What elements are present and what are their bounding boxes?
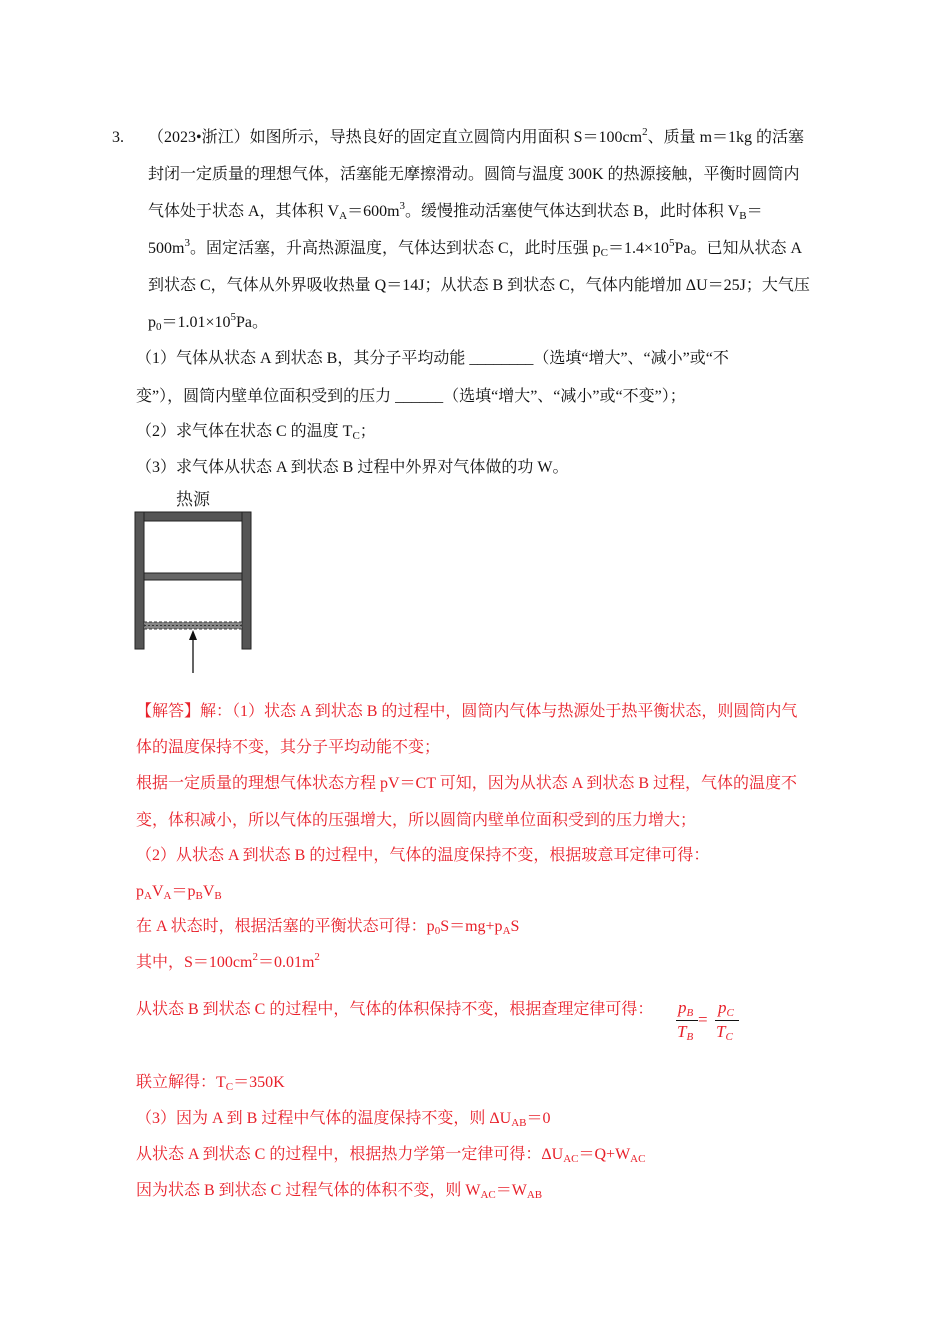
answer-line-7: 在 A 状态时，根据活塞的平衡状态可得：$p_0S=mg+p_AS$ <box>136 918 520 937</box>
answer-line-5: （2）从状态 A 到状态 B 的过程中，气体的温度保持不变，根据玻意耳定律可得： <box>136 847 710 864</box>
answer-line-1: 【解答】解：（1）状态 A 到状态 B 的过程中，圆筒内气体与热源处于热平衡状态，则圆筒内气 <box>136 703 798 720</box>
sub-question-1b: 变”），圆筒内壁单位面积受到的压力 ______（选填“增大”、“减小”或“不变”）； <box>136 388 686 405</box>
answer-line-4: 变，体积减小，所以气体的压强增大，所以圆筒内壁单位面积受到的压力增大； <box>136 812 697 829</box>
fraction-denominator-right: $T_C$ <box>716 1022 733 1043</box>
heat-source-plate <box>135 512 251 521</box>
cylinder-right-wall <box>242 512 251 649</box>
question-line-2: 封闭一定质量的理想气体，活塞能无摩擦滑动。圆筒与温度 300K 的热源接触，平衡时圆筒内 <box>148 166 800 183</box>
cylinder-figure <box>132 508 262 678</box>
sub-question-3: （3）求气体从状态 A 到状态 B 过程中外界对气体做的功 W。 <box>136 459 569 476</box>
question-line-3: 气体处于状态 A，其体积 $V_A=600m^3$。缓慢推动活塞使气体达到状态 B，此时体积 $V_B=$ <box>148 200 763 222</box>
question-number: 3. <box>112 129 124 146</box>
answer-boyle-equation: $p_AV_A=p_BV_B$ <box>136 883 222 902</box>
question-line-5: 到状态 C，气体从外界吸收热量 Q＝14J；从状态 B 到状态 C，气体内能增加 ΔU＝25J；大气压 <box>148 277 810 294</box>
arrow-head-icon <box>189 630 197 640</box>
sub-question-1a: （1）气体从状态 A 到状态 B，其分子平均动能 ________（选填“增大”、“减小”或“不 <box>136 350 729 367</box>
fraction-equals: = <box>698 1010 708 1029</box>
answer-line-13: 因为状态 B 到状态 C 过程气体的体积不变，则 $W_{AC}=W_{AB}$ <box>136 1182 543 1201</box>
fraction-bar-left <box>676 1020 698 1021</box>
fraction-numerator-right: $p_C$ <box>718 998 734 1019</box>
fraction-denominator-left: $T_B$ <box>677 1022 694 1043</box>
sub-question-2: （2）求气体在状态 C 的温度 $T_C$； <box>136 423 376 442</box>
charles-law-fraction <box>676 996 746 1050</box>
cylinder-left-wall <box>135 512 144 649</box>
fraction-numerator-left: $p_B$ <box>678 998 694 1019</box>
figure-label-heat-source: 热源 <box>176 490 210 509</box>
question-line-6: $p_0=1.01\times 10^5Pa$。 <box>148 311 269 333</box>
answer-line-11: （3）因为 A 到 B 过程中气体的温度保持不变，则 $\Delta U_{AB}=0$ <box>136 1110 551 1129</box>
answer-line-3: 根据一定质量的理想气体状态方程 pV＝CT 可知，因为从状态 A 到状态 B 过程，气体的温度不 <box>136 775 798 792</box>
question-line-1: （2023•浙江）如图所示，导热良好的固定直立圆筒内用面积 $S=100cm^2$、质量 m＝1kg 的活塞 <box>148 126 805 146</box>
answer-line-8: 其中，$S=100cm^2=0.01m^2$ <box>136 951 320 971</box>
question-line-4: $500m^3$。固定活塞，升高热源温度，气体达到状态 C，此时压强 $p_C=1.4\times 10^5Pa$。已知从状态 A <box>148 237 803 259</box>
answer-line-12: 从状态 A 到状态 C 的过程中，根据热力学第一定律可得：$\Delta U_{AC}=Q+W_{AC}$ <box>136 1146 646 1165</box>
answer-line-9: 从状态 B 到状态 C 的过程中，气体的体积保持不变，根据查理定律可得： <box>136 1001 654 1018</box>
fraction-bar-right <box>715 1020 739 1021</box>
fixed-divider <box>144 573 242 580</box>
answer-line-2: 体的温度保持不变，其分子平均动能不变； <box>136 739 441 756</box>
answer-line-10: 联立解得：$T_C=350K$ <box>136 1074 285 1093</box>
